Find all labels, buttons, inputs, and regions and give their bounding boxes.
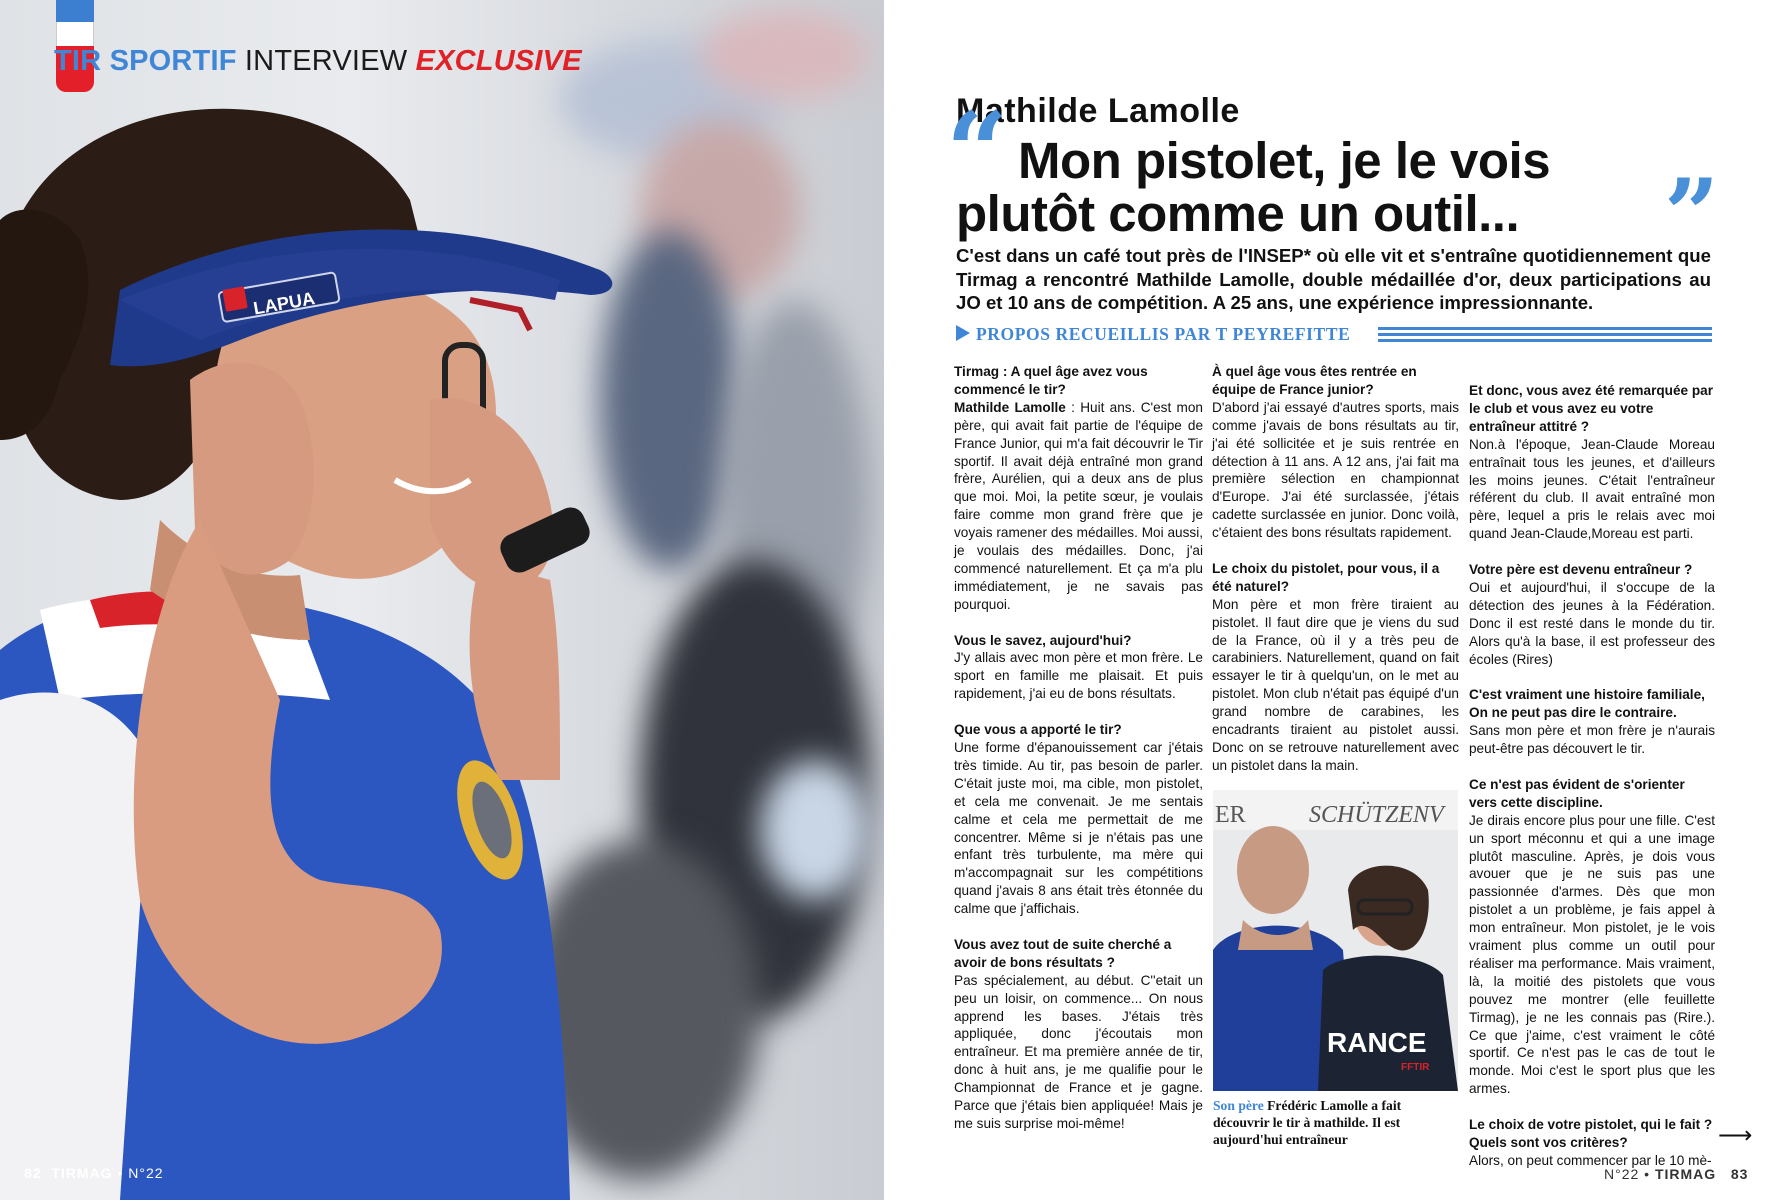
kicker-exclusive: EXCLUSIVE [415,45,582,77]
inset-photo-illustration [1213,790,1458,1091]
byline-rules [1378,327,1712,345]
answer: D'abord j'ai essayé d'autres sports, mais comme j'avais de bons résultats au tir, j'ai été sollicitée et je suis rentrée en détection à 11 ans. A 12 ans, j'ai fait ma première sélection en championnat d'Europe. J'ai été surclassée, j'étais cadette surclassée en junior. Donc voilà, c'étaient des bons résultats rapidement. [1212,399,1459,541]
caption-highlight: Son père [1213,1098,1264,1113]
inset-photo [1213,790,1458,1091]
byline [956,324,1712,344]
question: Le choix de votre pistolet, qui le fait ? Quels sont vos critères? [1469,1117,1713,1150]
answer: Mathilde Lamolle : Huit ans. C'est mon père, qui avait fait partie de l'équipe de France Junior, qui m'a fait découvrir le Tir sportif. Il avait déjà entraîné mon grand frère, Aurélien, qui a deux ans de plus que moi. Moi, la petite sœur, je voulais faire comme mon grand frère que je voyais ramener des médailles. Moi aussi, je voulais des médailles. Donc, j'ai commencé naturellement. Et ça m'a plu immédiatement, je ne savais pas pourquoi. [954,399,1203,612]
visor-logo-text: LAPUA [251,288,317,319]
question: Que vous a apporté le tir? [954,722,1122,738]
article-column-2 [1212,363,1459,793]
standfirst: C'est dans un café tout près de l'INSEP* où elle vit et s'entraîne quotidiennement que Tirmag a rencontré Mathilde Lamolle, double médaillée d'or, deux participations au JO et 10 ans de compétition. A 25 ans, une expérience impressionnante. [956,245,1711,314]
banner-prefix: ER [1215,802,1246,828]
magazine-name-left: TIRMAG [51,1165,113,1181]
kicker-tir-sportif: TIR SPORTIF [54,45,237,77]
folio-left: 82 TIRMAG • N°22 [24,1165,164,1181]
article-column-1 [954,363,1203,1151]
page-number-right: 83 [1730,1166,1749,1182]
issue-number-left: N°22 [128,1165,164,1181]
headline-line-1: Mon pistolet, je le vois [1018,132,1551,189]
magazine-name-right: TIRMAG [1654,1166,1717,1182]
folio-right: N°22 • TIRMAG 83 [1604,1166,1749,1182]
continue-arrow-icon: ⟶ [1718,1122,1753,1149]
question: Tirmag : A quel âge avez vous commencé le tir? [954,364,1148,397]
issue-number-right: N°22 [1604,1166,1640,1182]
banner-text: SCHÜTZENV [1309,802,1444,828]
triangle-icon [956,325,970,341]
question: À quel âge vous êtes rentrée en équipe de France junior? [1212,364,1417,397]
question: Votre père est devenu entraîneur ? [1469,562,1693,578]
section-kicker [54,44,582,78]
question: Ce n'est pas évident de s'orienter vers cette discipline. [1469,776,1685,810]
question: Le choix du pistolet, pour vous, il a été naturel? [1212,560,1440,594]
jacket-text: RANCE [1327,1027,1427,1058]
open-quote-mark: “ [946,89,1009,215]
close-quote-mark: ” [1664,158,1720,271]
page-number-left: 82 [24,1165,42,1181]
question: Vous avez tout de suite cherché a avoir de bons résultats ? [954,936,1172,970]
kicker-interview: INTERVIEW [236,45,416,77]
answer: Non.à l'époque, Jean-Claude Moreau entraînait tous les jeunes, et d'ailleurs les moins jeunes. C'était l'entraîneur référent du club. Il avait entraîné mon père, lequel a pris le relais avec moi quand Jean-Claude,Moreau est parti. [1469,436,1715,542]
answer: Pas spécialement, au début. C''etait un peu un loisir, on commence... On nous apprend les bases. J'étais très appliquée, donc j'écoutais mon entraîneur. Et ma première année de tir, donc à huit ans, je me qualifie pour le Championnat de France et je gagne. Parce que j'étais bien appliquée! Mais je me suis surprise moi-même! [954,972,1203,1132]
byline-text: PROPOS RECUEILLIS PAR T PEYREFITTE [976,324,1351,344]
answer: Sans mon père et mon frère je n'aurais peut-être pas découvert le tir. [1469,723,1715,757]
photo-caption [1213,1097,1458,1148]
answer: Oui et aujourd'hui, il s'occupe de la détection des jeunes à la Fédération. Donc il est resté dans le monde du tir. Alors qu'à la base, il est professeur des écoles (Rires) [1469,579,1715,667]
answer: Une forme d'épanouissement car j'étais très timide. Au tir, pas besoin de parler. C'était juste moi, ma cible, mon pistolet, et cela me convenait. Je me sentais calme et cela me permettait de me concentrer. Même si je n'étais pas une enfant très turbulente, ma mère qui m'accompagnait sur les compétitions quand j'avais 8 ans était très étonnée du calme que j'affichais. [954,740,1203,917]
interviewee-name: Mathilde Lamolle [956,92,1240,130]
article-column-3 [1469,382,1715,1170]
caption-text: Frédéric Lamolle a fait découvrir le tir à mathilde. Il est aujourd'hui entraîneur [1213,1098,1402,1147]
answer: Alors, on peut commencer par le 10 mè- [1469,1152,1712,1168]
headline [956,134,1676,240]
jacket-small-text: FFTIR [1401,1062,1430,1073]
speaker-name: Mathilde Lamolle [954,399,1066,415]
question: Vous le savez, aujourd'hui? [954,632,1132,648]
headline-line-2: plutôt comme un outil... [956,185,1520,242]
answer: J'y allais avec mon père et mon frère. Le sport en famille me plaisait. Et puis rapidement, j'ai eu de bons résultats. [954,650,1203,702]
right-page [884,0,1768,1200]
answer: Mon père et mon frère tiraient au pistolet. Il faut dire que je viens du sud de la France, où il y a très peu de carabiniers. Naturellement, quand on fait essayer le tir à quelqu'un, on le met au pistolet. Mon club n'était pas équipé d'un grand nombre de carabines, les encadrants tiraient au pistolet aussi. Donc on se retrouve naturellement avec un pistolet dans la main. [1212,596,1459,773]
question: Et donc, vous avez été remarquée par le club et vous avez eu votre entraîneur attitré ? [1469,383,1714,434]
answer: Je dirais encore plus pour une fille. C'est un sport méconnu et qui a une image plutôt masculine. Après, je dois vous avouer que je ne suis pas une passionnée d'armes. Dès que mon pistolet a un problème, je fais appel à mon entraîneur. Mon pistolet, je le vois vraiment plus comme un outil pour réaliser ma performance. Mais vraiment, là, la moitié des pistolets que vous pouvez me montrer (elle feuillette Tirmag), je ne les connais pas (Rire.). Ce que j'aime, c'est vraiment le côté sportif. Ce n'est pas le cas de tout le monde. Moi c'est le sport plus que les armes. [1469,812,1715,1097]
question: C'est vraiment une histoire familiale, On ne peut pas dire le contraire. [1469,687,1705,721]
